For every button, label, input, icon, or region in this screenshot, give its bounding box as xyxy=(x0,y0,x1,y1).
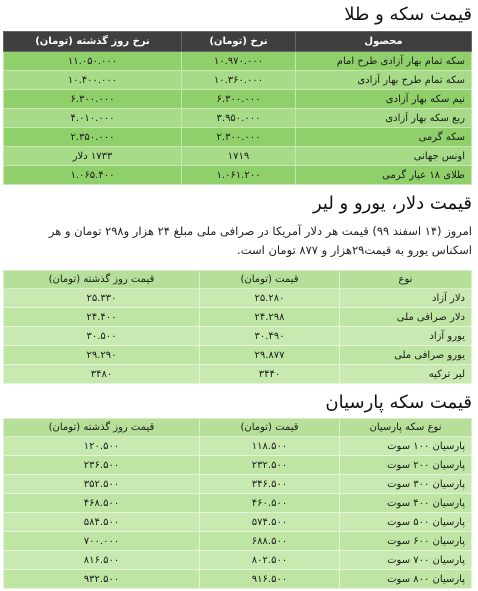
header-price: قیمت (تومان) xyxy=(200,419,340,437)
cell-name: دلار آزاد xyxy=(340,289,472,308)
cell-prev-price: ۱.۰۶۵.۴۰۰ xyxy=(4,166,182,185)
cell-name: پارسیان ۵۰۰ سوت xyxy=(340,513,472,532)
header-coin-type: نوع سکه پارسیان xyxy=(340,419,472,437)
table-row xyxy=(4,147,472,166)
cell-prev-price: ۳۴۸۰ xyxy=(4,365,200,384)
table-row xyxy=(4,327,472,346)
cell-name: ربع سکه بهار آزادی xyxy=(296,109,472,128)
table-row xyxy=(4,513,472,532)
cell-prev-price: ۸۱۶.۵۰۰ xyxy=(4,551,200,570)
cell-prev-price: ۱۷۳۳ دلار xyxy=(4,147,182,166)
cell-price: ۱۰.۹۷۰.۰۰۰ xyxy=(182,52,296,71)
header-type: نوع xyxy=(340,271,472,289)
cell-name: یورو آزاد xyxy=(340,327,472,346)
cell-price: ۱.۰۶۱.۲۰۰ xyxy=(182,166,296,185)
cell-name: پارسیان ۱۰۰ سوت xyxy=(340,437,472,456)
cell-price: ۱۷۱۹ xyxy=(182,147,296,166)
header-prev-price: نرخ روز گذشته (تومان) xyxy=(4,32,182,52)
cell-prev-price: ۳۰.۵۰۰ xyxy=(4,327,200,346)
header-product: محصول xyxy=(296,32,472,52)
cell-prev-price: ۷۰۰.۰۰۰ xyxy=(4,532,200,551)
table-row xyxy=(4,365,472,384)
cell-prev-price: ۴۶۸.۵۰۰ xyxy=(4,494,200,513)
cell-price: ۱۰.۳۶۰.۰۰۰ xyxy=(182,71,296,90)
table-row xyxy=(4,71,472,90)
cell-price: ۲۵.۲۸۰ xyxy=(200,289,340,308)
cell-prev-price: ۱۱.۰۵۰.۰۰۰ xyxy=(4,52,182,71)
table-row xyxy=(4,551,472,570)
table-row xyxy=(4,437,472,456)
cell-name: سکه تمام بهار آزادی طرح امام xyxy=(296,52,472,71)
table-row xyxy=(4,128,472,147)
cell-prev-price: ۹۳۲.۵۰۰ xyxy=(4,570,200,589)
cell-price: ۲۴.۲۹۸ xyxy=(200,308,340,327)
table-row xyxy=(4,346,472,365)
cell-prev-price: ۶.۳۰۰.۰۰۰ xyxy=(4,90,182,109)
cell-price: ۲۹.۸۷۷ xyxy=(200,346,340,365)
cell-prev-price: ۴.۰۱۰.۰۰۰ xyxy=(4,109,182,128)
cell-price: ۳۰.۴۹۰ xyxy=(200,327,340,346)
cell-name: پارسیان ۲۰۰ سوت xyxy=(340,456,472,475)
cell-name: پارسیان ۶۰۰ سوت xyxy=(340,532,472,551)
cell-name: یورو صرافی ملی xyxy=(340,346,472,365)
table-row xyxy=(4,90,472,109)
table-row xyxy=(4,456,472,475)
header-prev-price: قیمت روز گذشته (تومان) xyxy=(4,271,200,289)
cell-price: ۹۱۶.۵۰۰ xyxy=(200,570,340,589)
cell-name: اونس جهانی xyxy=(296,147,472,166)
table-row xyxy=(4,109,472,128)
table-row xyxy=(4,494,472,513)
cell-name: لیر ترکیه xyxy=(340,365,472,384)
cell-prev-price: ۲۹.۲۹۰ xyxy=(4,346,200,365)
header-prev-price: قیمت روز گذشته (تومان) xyxy=(4,419,200,437)
currency-table xyxy=(3,270,472,384)
cell-price: ۱۱۸.۵۰۰ xyxy=(200,437,340,456)
cell-name: سکه تمام طرح بهار آزادی xyxy=(296,71,472,90)
cell-name: پارسیان ۳۰۰ سوت xyxy=(340,475,472,494)
table-row xyxy=(4,166,472,185)
cell-prev-price: ۱۰.۴۰۰.۰۰۰ xyxy=(4,71,182,90)
cell-prev-price: ۱۲۰.۵۰۰ xyxy=(4,437,200,456)
cell-name: پارسیان ۴۰۰ سوت xyxy=(340,494,472,513)
cell-prev-price: ۲۵.۳۳۰ xyxy=(4,289,200,308)
cell-price: ۳.۹۵۰.۰۰۰ xyxy=(182,109,296,128)
cell-prev-price: ۲۳۶.۵۰۰ xyxy=(4,456,200,475)
section-title-currency: قیمت دلار، یورو و لیر xyxy=(312,193,472,214)
currency-paragraph: امروز (۱۴ اسفند ۹۹) قیمت هر دلار آمریکا در صرافی ملی مبلغ ۲۴ هزار و۲۹۸ تومان و هر اسکناس یورو به قیمت۲۹هزار و ۸۷۷ تومان است. xyxy=(48,224,472,257)
cell-name: دلار صرافی ملی xyxy=(340,308,472,327)
coin-gold-table xyxy=(3,31,472,185)
table-row xyxy=(4,532,472,551)
parsian-table xyxy=(3,418,472,589)
cell-price: ۲۳۲.۵۰۰ xyxy=(200,456,340,475)
cell-price: ۴۶۰.۵۰۰ xyxy=(200,494,340,513)
cell-price: ۶۸۸.۵۰۰ xyxy=(200,532,340,551)
cell-name: پارسیان ۸۰۰ سوت xyxy=(340,570,472,589)
header-price: نرخ (تومان) xyxy=(182,32,296,52)
cell-price: ۳۴۶.۵۰۰ xyxy=(200,475,340,494)
cell-prev-price: ۳۵۲.۵۰۰ xyxy=(4,475,200,494)
cell-name: نیم سکه بهار آزادی xyxy=(296,90,472,109)
cell-price: ۵۷۴.۵۰۰ xyxy=(200,513,340,532)
cell-name: سکه گرمی xyxy=(296,128,472,147)
table-row xyxy=(4,289,472,308)
cell-prev-price: ۲.۳۵۰.۰۰۰ xyxy=(4,128,182,147)
cell-prev-price: ۲۴.۴۰۰ xyxy=(4,308,200,327)
section-title-parsian: قیمت سکه پارسیان xyxy=(325,392,472,413)
cell-price: ۸۰۲.۵۰۰ xyxy=(200,551,340,570)
table-row xyxy=(4,475,472,494)
cell-name: طلای ۱۸ عیار گرمی xyxy=(296,166,472,185)
section-title-coin-gold: قیمت سکه و طلا xyxy=(344,4,472,25)
cell-prev-price: ۵۸۴.۵۰۰ xyxy=(4,513,200,532)
table-row xyxy=(4,570,472,589)
table-row xyxy=(4,308,472,327)
cell-price: ۳۴۴۰ xyxy=(200,365,340,384)
cell-price: ۲.۳۰۰.۰۰۰ xyxy=(182,128,296,147)
cell-price: ۶.۳۰۰.۰۰۰ xyxy=(182,90,296,109)
header-price: قیمت (تومان) xyxy=(200,271,340,289)
table-row xyxy=(4,52,472,71)
cell-name: پارسیان ۷۰۰ سوت xyxy=(340,551,472,570)
